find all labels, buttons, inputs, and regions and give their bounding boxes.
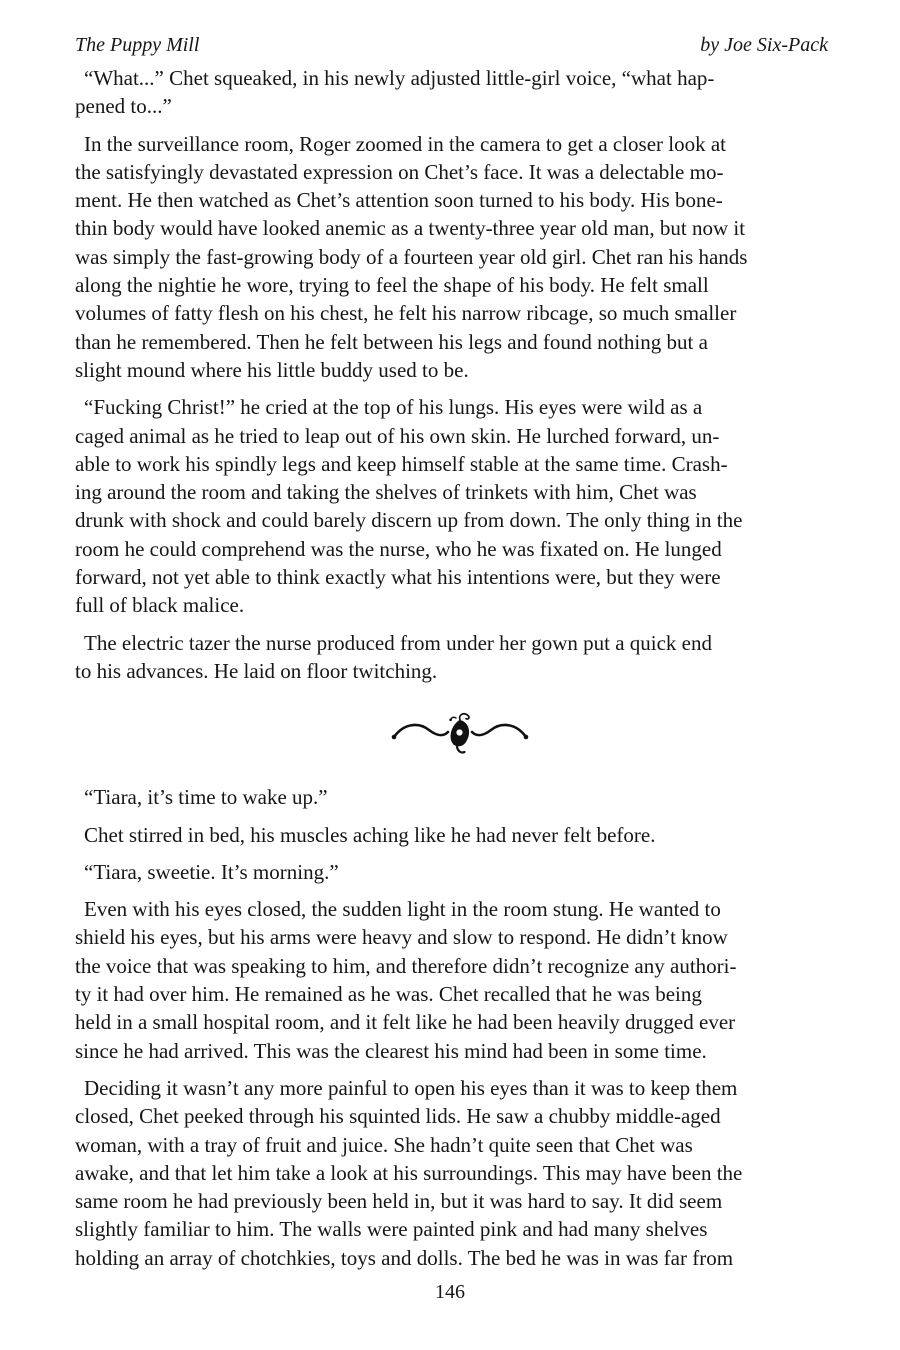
text-line: full of black malice. bbox=[75, 593, 245, 618]
page-number: 146 bbox=[435, 1281, 465, 1303]
text-line: than he remembered. Then he felt between his legs and found nothing but a bbox=[75, 329, 708, 354]
paragraph bbox=[75, 783, 845, 811]
scene-break bbox=[75, 709, 845, 757]
paragraph bbox=[75, 1074, 845, 1272]
text-line: the satisfyingly devastated expression on Chet’s face. It was a delectable mo- bbox=[75, 159, 724, 184]
text-line: thin body would have looked anemic as a twenty-three year old man, but now it bbox=[75, 216, 746, 241]
text-line: able to work his spindly legs and keep himself stable at the same time. Crash- bbox=[75, 451, 728, 476]
text-line: “Fucking Christ!” he cried at the top of his lungs. His eyes were wild as a bbox=[84, 395, 703, 420]
text-line: volumes of fatty flesh on his chest, he felt his narrow ribcage, so much smaller bbox=[75, 301, 737, 326]
text-line: Even with his eyes closed, the sudden light in the room stung. He wanted to bbox=[84, 897, 721, 922]
text-line: along the nightie he wore, trying to feel the shape of his body. He felt small bbox=[75, 273, 709, 298]
text-line: shield his eyes, but his arms were heavy and slow to respond. He didn’t know bbox=[75, 925, 728, 950]
text-line: same room he had previously been held in, but it was hard to say. It did seem bbox=[75, 1189, 723, 1214]
text-line: “Tiara, sweetie. It’s morning.” bbox=[84, 859, 339, 884]
text-line: Deciding it wasn’t any more painful to open his eyes than it was to keep them bbox=[84, 1075, 738, 1100]
running-header bbox=[75, 33, 828, 57]
text-line: ty it had over him. He remained as he was. Chet recalled that he was being bbox=[75, 982, 702, 1007]
text-line: drunk with shock and could barely discern up from down. The only thing in the bbox=[75, 508, 743, 533]
text-line: room he could comprehend was the nurse, who he was fixated on. He lunged bbox=[75, 536, 722, 561]
text-line: since he had arrived. This was the clearest his mind had been in some time. bbox=[75, 1038, 707, 1063]
text-line: ment. He then watched as Chet’s attention soon turned to his body. His bone- bbox=[75, 188, 723, 213]
paragraph bbox=[75, 393, 845, 619]
scene-break-ornament-icon bbox=[382, 709, 538, 757]
text-line: awake, and that let him take a look at his surroundings. This may have been the bbox=[75, 1160, 743, 1185]
page-footer bbox=[0, 1281, 900, 1304]
paragraph bbox=[75, 858, 845, 886]
text-line: woman, with a tray of fruit and juice. She hadn’t quite seen that Chet was bbox=[75, 1132, 693, 1157]
text-line: holding an array of chotchkies, toys and dolls. The bed he was in was far from bbox=[75, 1245, 734, 1270]
text-line: In the surveillance room, Roger zoomed in the camera to get a closer look at bbox=[84, 131, 727, 156]
text-line: ing around the room and taking the shelves of trinkets with him, Chet was bbox=[75, 480, 697, 505]
page-body bbox=[75, 64, 845, 1281]
running-author: by Joe Six-Pack bbox=[700, 34, 828, 56]
text-line: “What...” Chet squeaked, in his newly adjusted little-girl voice, “what hap- bbox=[84, 66, 715, 90]
paragraph bbox=[75, 821, 845, 849]
running-title: The Puppy Mill bbox=[75, 34, 200, 56]
paragraph bbox=[75, 64, 845, 121]
text-line: “Tiara, it’s time to wake up.” bbox=[84, 785, 328, 810]
section-before-break bbox=[75, 64, 845, 685]
text-line: slightly familiar to him. The walls were painted pink and had many shelves bbox=[75, 1217, 708, 1242]
paragraph bbox=[75, 895, 845, 1065]
text-line: forward, not yet able to think exactly what his intentions were, but they were bbox=[75, 565, 721, 590]
text-line: pened to...” bbox=[75, 94, 172, 119]
paragraph bbox=[75, 130, 845, 385]
text-line: closed, Chet peeked through his squinted lids. He saw a chubby middle-aged bbox=[75, 1104, 721, 1129]
text-line: to his advances. He laid on floor twitching. bbox=[75, 658, 438, 683]
text-line: caged animal as he tried to leap out of his own skin. He lurched forward, un- bbox=[75, 423, 720, 448]
text-line: slight mound where his little buddy used to be. bbox=[75, 357, 469, 382]
section-after-break bbox=[75, 783, 845, 1272]
text-line: was simply the fast-growing body of a fourteen year old girl. Chet ran his hands bbox=[75, 244, 748, 269]
paragraph bbox=[75, 629, 845, 686]
text-line: Chet stirred in bed, his muscles aching like he had never felt before. bbox=[84, 822, 656, 847]
text-line: the voice that was speaking to him, and therefore didn’t recognize any authori- bbox=[75, 953, 737, 978]
text-line: The electric tazer the nurse produced from under her gown put a quick end bbox=[84, 630, 712, 655]
text-line: held in a small hospital room, and it felt like he had been heavily drugged ever bbox=[75, 1010, 736, 1035]
